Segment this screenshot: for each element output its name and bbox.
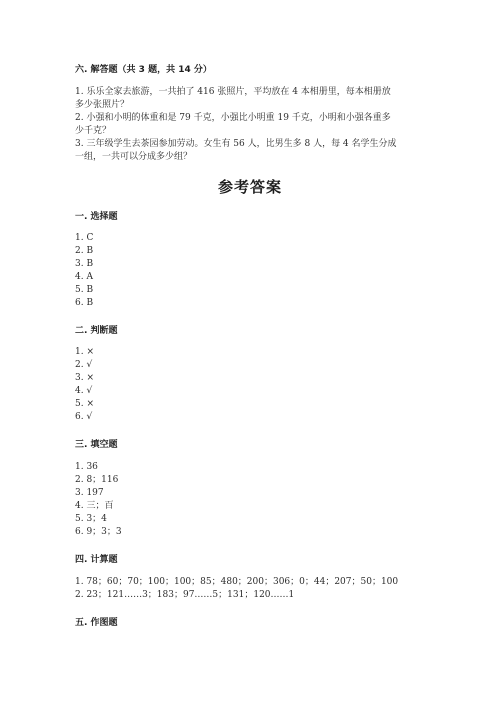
answer-item: 5. B	[75, 285, 94, 296]
answer-item: 3. ×	[75, 373, 94, 384]
answer-item: 4. √	[75, 386, 93, 397]
answer-key-title: 参考答案	[217, 178, 282, 196]
answer-item: 1. ×	[75, 347, 94, 357]
answer-item: 1. 36	[75, 462, 98, 472]
section-6-heading: 六. 解答题（共 3 题，共 14 分）	[75, 65, 212, 75]
section-4-answers	[75, 576, 398, 602]
answer-item: 6. √	[75, 412, 93, 423]
section-3-answers	[75, 461, 122, 540]
answer-item: 1. C	[75, 233, 94, 243]
answer-item: 6. 9；3；3	[75, 527, 122, 538]
section-4-heading: 四. 计算题	[75, 555, 118, 565]
problem-1-line-2: 多少张照片？	[75, 100, 130, 110]
problem-3-line-1: 3. 三年级学生去茶园参加劳动。女生有 56 人，比男生多 8 人，每 4 名学生分成	[75, 139, 397, 149]
section-1-answers	[75, 232, 93, 311]
answer-item: 2. B	[75, 246, 94, 257]
problem-3-line-2: 一组，一共可以分成多少组？	[75, 152, 193, 162]
answer-item: 3. 197	[75, 488, 104, 499]
problem-1-line-1: 1. 乐乐全家去旅游，一共拍了 416 张照片，平均放在 4 本相册里，每本相册放	[75, 87, 391, 97]
problem-2-line-2: 少千克？	[75, 126, 112, 136]
answer-item: 2. 8；116	[75, 475, 119, 486]
section-3-heading: 三. 填空题	[75, 440, 118, 450]
answer-item: 2. 23；121……3；183；97……5；131；120……1	[75, 590, 295, 601]
answer-item: 4. 三；百	[75, 501, 114, 512]
problem-2-line-1: 2. 小强和小明的体重和是 79 千克，小强比小明重 19 千克，小明和小强各重多	[75, 113, 391, 123]
section-1-heading: 一. 选择题	[75, 212, 118, 222]
section-2-answers	[75, 346, 94, 425]
answer-item: 6. B	[75, 298, 94, 309]
answer-item: 1. 78；60；70；100；100；85；480；200；306；0；44；207；50；100	[75, 577, 399, 587]
answer-item: 5. ×	[75, 399, 94, 410]
answer-item: 2. √	[75, 360, 93, 371]
answer-item: 3. B	[75, 259, 94, 270]
section-2-heading: 二. 判断题	[75, 326, 118, 336]
section-5-heading: 五. 作图题	[75, 618, 118, 628]
answer-item: 5. 3；4	[75, 514, 107, 525]
answer-item: 4. A	[75, 272, 93, 283]
